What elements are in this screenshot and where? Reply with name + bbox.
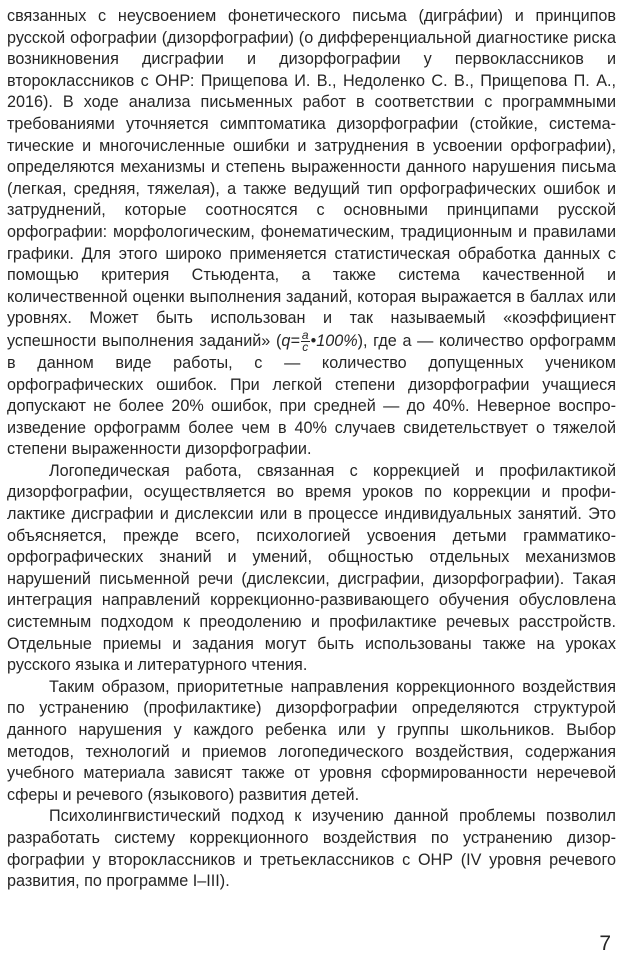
page-number: 7 — [599, 932, 611, 955]
paragraph-2: Логопедическая работа, связанная с коррекцией и профилактикой дизорфографии, осуществляется во время уроков по коррекции и профилактике дисграфии и дислексии или в процессе индивидуальных занятий. Это объясняется, прежде всего, психологией усвоения детьми грамматико-орфографических знаний и умений, общностью отдельных механизмов нарушений письменной речи (дислексии, дисграфии, дизорфографии). Такая интеграция направлений коррекционно-развивающего обучения обусловлена системным подходом к преодолению и профилактике речевых расстройств. Отдельные приемы и задания могут быть использованы также на уроках русского языка и литературного чтения. — [7, 461, 616, 675]
formula-numerator: a — [301, 327, 309, 342]
paragraph-1 — [7, 6, 616, 461]
formula-denominator: c — [302, 339, 309, 354]
formula-lhs: q= — [281, 331, 300, 350]
paragraph-1-text-after-formula: ), где а — количество орфограмм в данном виде работы, с — количество допущенных учеником орфографических ошибок. При легкой степени дизорфографии учащиеся допускают не более 20% ошибок, при средней — до 40%. Неверное воспроизведение орфограмм более чем в 40% случаев свидетельствует о тяжелой степени выраженности дизорфографии. — [7, 331, 616, 459]
formula-rhs: •100% — [310, 331, 358, 350]
paragraph-4: Психолингвистический подход к изучению данной проблемы позволил разработать систему коррекционного воздействия по устранению дизорфографии у второклассников и третьеклассников с ОНР (IV уровня речевого развития, по программе I–III). — [7, 807, 616, 891]
body-text — [7, 6, 616, 893]
formula-fraction — [301, 327, 310, 354]
paragraph-1-text-before-formula: связанных с неусвоением фонетического письма (дигрáфии) и принципов русской офографии (дизорфографии) (о дифференциальной диагностике риска возникновения дисграфии и дизорфографии у первоклассников и второклассников с ОНР: Прищепова И. В., Недоленко С. В., Прищепова П. А., 2016). В ходе анализа письменных работ в соответствии с программными требованиями уточняется симптоматика дизорфографии (стойкие, систематические и многочисленные ошибки и затруднения в усвоении орфографии), определяются механизмы и степень выраженности данного нарушения письма (легкая, средняя, тяжелая), а также ведущий тип орфографических ошибок и затруднений, которые соотносятся с основными принципами русской орфографии: морфологическим, фонематическим, традиционным и правилами графики. Для этого широко применяется статистическая обработка данных с помощью критерия Стьюдента, а также система качественной и количественной оценки выполнения заданий, которая выражается в баллах или уровнях. Может быть использован и так называемый «коэффициент успешности выполнения заданий» ( — [7, 7, 616, 350]
success-coefficient-formula — [281, 327, 358, 354]
paragraph-3: Таким образом, приоритетные направления коррекционного воздействия по устранению (профилактике) дизорфографии определяются структурой данного нарушения у каждого ребенка или у группы школьников. Выбор методов, технологий и приемов логопедического воздействия, содержания учебного материала зависят также от уровня сформированности неречевой сферы и речевого (языкового) развития детей. — [7, 677, 616, 804]
